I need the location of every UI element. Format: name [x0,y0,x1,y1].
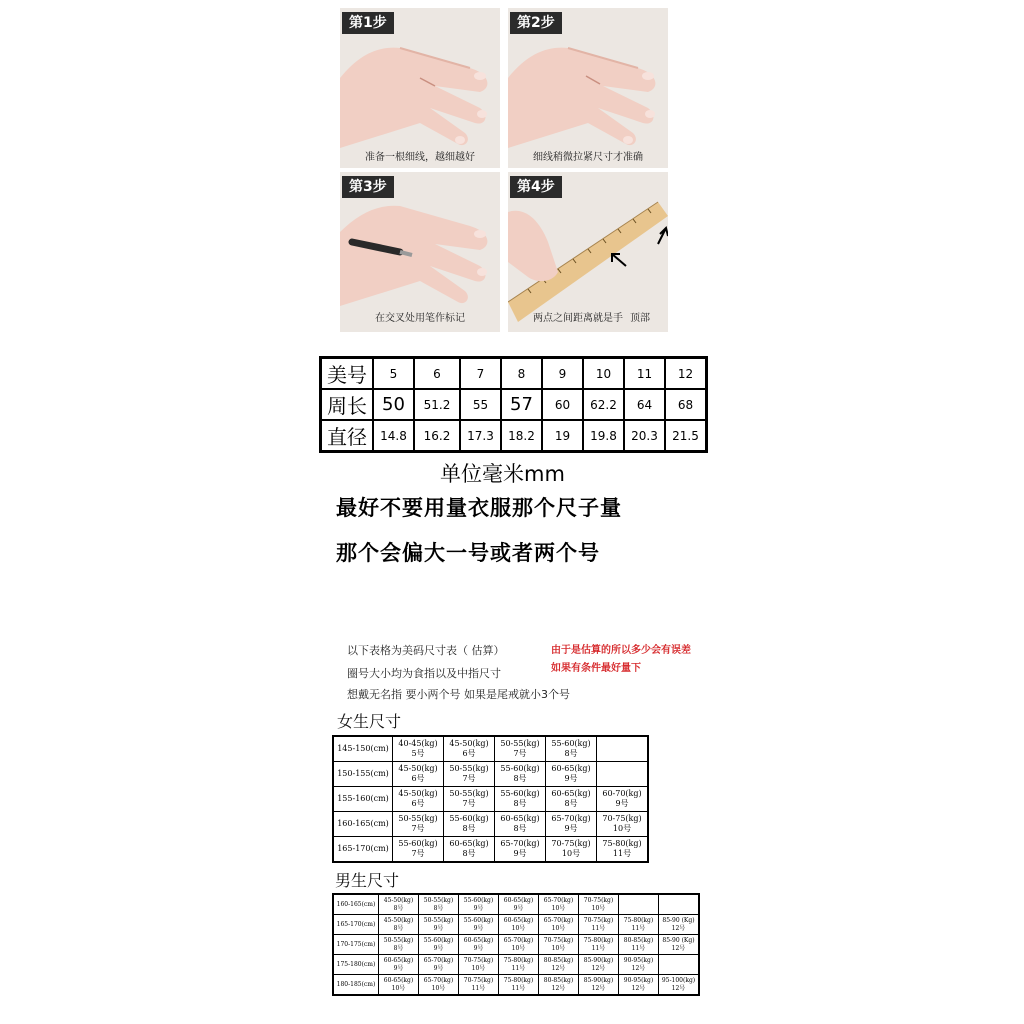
weight-range: 70-75(kg) [463,976,494,984]
size-cell: 18.2 [501,420,542,452]
weight-range: 65-70(kg) [551,814,591,823]
size-cell [379,915,419,935]
weight-range: 60-70(kg) [602,789,642,798]
step-caption: 两点之间距离就是手 [533,313,623,324]
weight-range: 55-60(kg) [423,936,454,944]
weight-range: 50-55(kg) [383,936,414,944]
weight-range: 60-65(kg) [551,789,591,798]
weight-range: 65-70(kg) [543,896,574,904]
weight-range: 60-65(kg) [463,936,494,944]
weight-range: 65-70(kg) [503,936,534,944]
ring-size: 8号 [393,944,404,952]
weight-range: 70-75(kg) [551,839,591,848]
size-cell [539,975,579,996]
weight-range: 85-90 (Kg) [662,916,695,924]
chart-row [333,812,648,837]
size-cell [597,762,649,787]
size-cell [393,812,444,837]
ring-size: 12号 [551,964,566,972]
step-3-photo [340,172,500,332]
ring-size: 9号 [473,904,484,912]
ring-size: 8号 [564,749,578,758]
size-cell [393,762,444,787]
weight-range: 75-80(kg) [602,839,642,848]
height-range-cell: 170-175(cm) [333,935,379,955]
weight-range: 60-65(kg) [383,956,414,964]
weight-range: 75-80(kg) [583,936,614,944]
size-cell: 50 [373,389,414,420]
size-cell [379,935,419,955]
weight-range: 60-65(kg) [383,976,414,984]
weight-range: 40-45(kg) [398,739,438,748]
ring-size: 8号 [564,799,578,808]
size-cell [579,935,619,955]
size-cell [499,955,539,975]
ring-size: 10号 [591,904,606,912]
weight-range: 55-60(kg) [551,739,591,748]
size-cell: 21.5 [665,420,707,452]
size-cell [546,736,597,762]
size-cell: 12 [665,358,707,390]
size-cell [546,812,597,837]
ring-size: 11号 [591,924,606,932]
step-caption: 细线稍微拉紧尺寸才准确 [533,152,643,163]
weight-range: 45-50(kg) [398,764,438,773]
ring-size: 10号 [551,904,566,912]
note-line-1: 以下表格为美码尺寸表（ 估算） [347,644,505,657]
ring-size: 10号 [511,924,526,932]
size-cell: 57 [501,389,542,420]
weight-range: 55-60(kg) [500,789,540,798]
size-cell [444,787,495,812]
diameter-row [321,420,707,452]
size-cell: 68 [665,389,707,420]
weight-range: 55-60(kg) [500,764,540,773]
size-cell [659,915,700,935]
ring-size: 5号 [411,749,425,758]
size-cell: 8 [501,358,542,390]
chart-row [333,762,648,787]
step-4-photo [508,172,668,332]
weight-range: 45-50(kg) [398,789,438,798]
size-cell [579,894,619,915]
size-cell [659,894,700,915]
size-cell [459,955,499,975]
size-cell: 16.2 [414,420,460,452]
size-cell [495,787,546,812]
circumference-row [321,389,707,420]
weight-range: 45-50(kg) [383,916,414,924]
weight-range: 85-90(kg) [583,976,614,984]
ring-size: 7号 [411,824,425,833]
ring-size: 12号 [591,984,606,992]
weight-range: 55-60(kg) [449,814,489,823]
size-cell [444,736,495,762]
weight-range: 80-85(kg) [543,976,574,984]
step-badge: 第2步 [510,12,562,34]
size-cell [419,935,459,955]
size-cell [495,837,546,863]
weight-range: 80-85(kg) [623,936,654,944]
ring-size: 8号 [513,774,527,783]
weight-range: 70-75(kg) [543,936,574,944]
weight-range: 50-55(kg) [423,896,454,904]
women-size-title: 女生尺寸 [337,712,402,731]
ring-size: 11号 [511,984,526,992]
weight-range: 85-90 (Kg) [662,936,695,944]
ring-size: 9号 [393,964,404,972]
weight-range: 60-65(kg) [551,764,591,773]
size-cell [539,915,579,935]
size-cell [393,837,444,863]
ring-size: 12号 [591,964,606,972]
weight-range: 50-55(kg) [449,789,489,798]
chart-row [333,975,699,996]
step-badge: 第4步 [510,176,562,198]
ring-size: 9号 [433,924,444,932]
size-cell [597,736,649,762]
chart-row [333,915,699,935]
ring-size: 11号 [591,944,606,952]
size-cell [546,762,597,787]
warning-line-1: 最好不要用量衣服那个尺子量 [336,496,622,520]
ring-size: 12号 [631,964,646,972]
size-cell: 10 [583,358,624,390]
size-cell: 55 [460,389,501,420]
size-cell [419,955,459,975]
ring-size: 8号 [393,904,404,912]
ring-size: 11号 [631,944,646,952]
height-range-cell: 145-150(cm) [333,736,393,762]
ring-size: 10号 [431,984,446,992]
ring-size: 8号 [462,824,476,833]
height-range-cell: 150-155(cm) [333,762,393,787]
size-cell [419,975,459,996]
size-cell: 51.2 [414,389,460,420]
size-cell [393,787,444,812]
size-cell: 20.3 [624,420,665,452]
size-cell: 64 [624,389,665,420]
ring-size: 10号 [561,849,581,858]
ring-size: 9号 [433,944,444,952]
size-cell [659,975,700,996]
weight-range: 60-65(kg) [503,896,534,904]
size-cell [499,894,539,915]
ring-size: 10号 [612,824,632,833]
ring-size: 6号 [411,799,425,808]
size-cell [619,955,659,975]
size-cell [579,975,619,996]
women-size-chart [332,735,649,863]
size-cell [459,975,499,996]
size-cell [579,915,619,935]
ring-size: 11号 [471,984,486,992]
size-cell: 19.8 [583,420,624,452]
size-cell [444,812,495,837]
size-cell: 11 [624,358,665,390]
height-range-cell: 160-165(cm) [333,894,379,915]
weight-range: 95-100(kg) [661,976,696,984]
note-line-2: 圈号大小均为食指以及中指尺寸 [347,667,501,680]
size-cell [379,894,419,915]
weight-range: 55-60(kg) [463,896,494,904]
disclaimer-line-2: 如果有条件最好量下 [551,663,641,674]
size-cell: 60 [542,389,583,420]
weight-range: 60-65(kg) [500,814,540,823]
weight-range: 65-70(kg) [500,839,540,848]
row-header: 直径 [321,420,374,452]
weight-range: 50-55(kg) [423,916,454,924]
size-cell [393,736,444,762]
weight-range: 45-50(kg) [383,896,414,904]
step-caption: 在交叉处用笔作标记 [375,313,465,324]
ring-size: 12号 [631,984,646,992]
size-cell: 14.8 [373,420,414,452]
ring-size: 8号 [433,904,444,912]
size-cell [444,762,495,787]
ring-size-table [319,356,708,453]
ring-size: 12号 [551,984,566,992]
weight-range: 75-80(kg) [623,916,654,924]
ring-size: 12号 [671,924,686,932]
weight-range: 60-65(kg) [503,916,534,924]
size-cell [495,762,546,787]
size-cell [499,915,539,935]
ring-size: 9号 [615,799,629,808]
size-cell [379,955,419,975]
us-size-row [321,358,707,390]
size-cell [597,787,649,812]
size-cell: 17.3 [460,420,501,452]
ring-size: 9号 [473,944,484,952]
weight-range: 50-55(kg) [500,739,540,748]
weight-range: 65-70(kg) [543,916,574,924]
size-cell [539,955,579,975]
step-2-photo [508,8,668,168]
weight-range: 55-60(kg) [398,839,438,848]
weight-range: 70-75(kg) [602,814,642,823]
size-cell [539,935,579,955]
weight-range: 75-80(kg) [503,956,534,964]
size-cell [619,935,659,955]
chart-row [333,894,699,915]
row-header: 美号 [321,358,374,390]
ring-size: 9号 [564,774,578,783]
size-cell [419,915,459,935]
size-cell [597,812,649,837]
ring-size: 9号 [564,824,578,833]
weight-range: 70-75(kg) [583,896,614,904]
weight-range: 90-95(kg) [623,956,654,964]
ring-size: 9号 [433,964,444,972]
row-header: 周长 [321,389,374,420]
size-cell [495,736,546,762]
size-cell: 19 [542,420,583,452]
ring-size: 8号 [513,824,527,833]
chart-row [333,955,699,975]
warning-line-2: 那个会偏大一号或者两个号 [336,541,600,565]
height-range-cell: 165-170(cm) [333,837,393,863]
weight-range: 60-65(kg) [449,839,489,848]
size-cell [499,975,539,996]
ring-size: 11号 [612,849,632,858]
note-line-3: 想戴无名指 要小两个号 如果是尾戒就小3个号 [347,688,570,701]
ring-size: 9号 [513,849,527,858]
weight-range: 45-50(kg) [449,739,489,748]
size-cell [444,837,495,863]
unit-label: 单位毫米mm [440,462,565,486]
size-cell [546,787,597,812]
weight-range: 70-75(kg) [463,956,494,964]
ring-size: 10号 [511,944,526,952]
ring-size: 9号 [473,924,484,932]
men-size-chart [332,893,700,996]
ring-size: 12号 [671,944,686,952]
weight-range: 50-55(kg) [398,814,438,823]
weight-range: 55-60(kg) [463,916,494,924]
size-cell [546,837,597,863]
weight-range: 50-55(kg) [449,764,489,773]
size-cell [499,935,539,955]
weight-range: 90-95(kg) [623,976,654,984]
ring-size: 8号 [513,799,527,808]
ring-size: 7号 [462,774,476,783]
size-cell: 6 [414,358,460,390]
size-cell [619,915,659,935]
ring-size: 7号 [513,749,527,758]
weight-range: 65-70(kg) [423,956,454,964]
step-caption-extra: 顶部 [630,313,650,324]
chart-row [333,787,648,812]
size-cell [619,975,659,996]
size-cell [539,894,579,915]
chart-row [333,736,648,762]
size-cell: 7 [460,358,501,390]
size-cell: 62.2 [583,389,624,420]
chart-row [333,935,699,955]
size-cell [379,975,419,996]
ring-size: 11号 [511,964,526,972]
size-cell [579,955,619,975]
size-cell [459,935,499,955]
weight-range: 85-90(kg) [583,956,614,964]
ring-size: 7号 [462,799,476,808]
ring-size: 10号 [391,984,406,992]
ring-size: 8号 [462,849,476,858]
size-cell: 5 [373,358,414,390]
ring-size: 10号 [551,944,566,952]
ring-size: 8号 [393,924,404,932]
ring-size: 6号 [462,749,476,758]
chart-row [333,837,648,863]
size-cell [659,955,700,975]
ring-size: 10号 [551,924,566,932]
size-cell [495,812,546,837]
weight-range: 70-75(kg) [583,916,614,924]
size-cell: 9 [542,358,583,390]
weight-range: 65-70(kg) [423,976,454,984]
size-cell [619,894,659,915]
ring-size: 6号 [411,774,425,783]
ring-size: 12号 [671,984,686,992]
size-cell [459,894,499,915]
height-range-cell: 160-165(cm) [333,812,393,837]
weight-range: 80-85(kg) [543,956,574,964]
step-caption: 准备一根细线，越细越好 [365,152,475,163]
height-range-cell: 155-160(cm) [333,787,393,812]
step-badge: 第1步 [342,12,394,34]
height-range-cell: 180-185(cm) [333,975,379,996]
size-cell [659,935,700,955]
ring-size: 9号 [513,904,524,912]
size-cell [597,837,649,863]
size-cell [419,894,459,915]
size-cell [459,915,499,935]
weight-range: 75-80(kg) [503,976,534,984]
step-badge: 第3步 [342,176,394,198]
step-1-photo [340,8,500,168]
men-size-title: 男生尺寸 [335,871,400,890]
disclaimer-line-1: 由于是估算的所以多少会有误差 [551,645,691,656]
height-range-cell: 175-180(cm) [333,955,379,975]
ring-size: 10号 [471,964,486,972]
height-range-cell: 165-170(cm) [333,915,379,935]
ring-size: 7号 [411,849,425,858]
ring-size: 11号 [631,924,646,932]
